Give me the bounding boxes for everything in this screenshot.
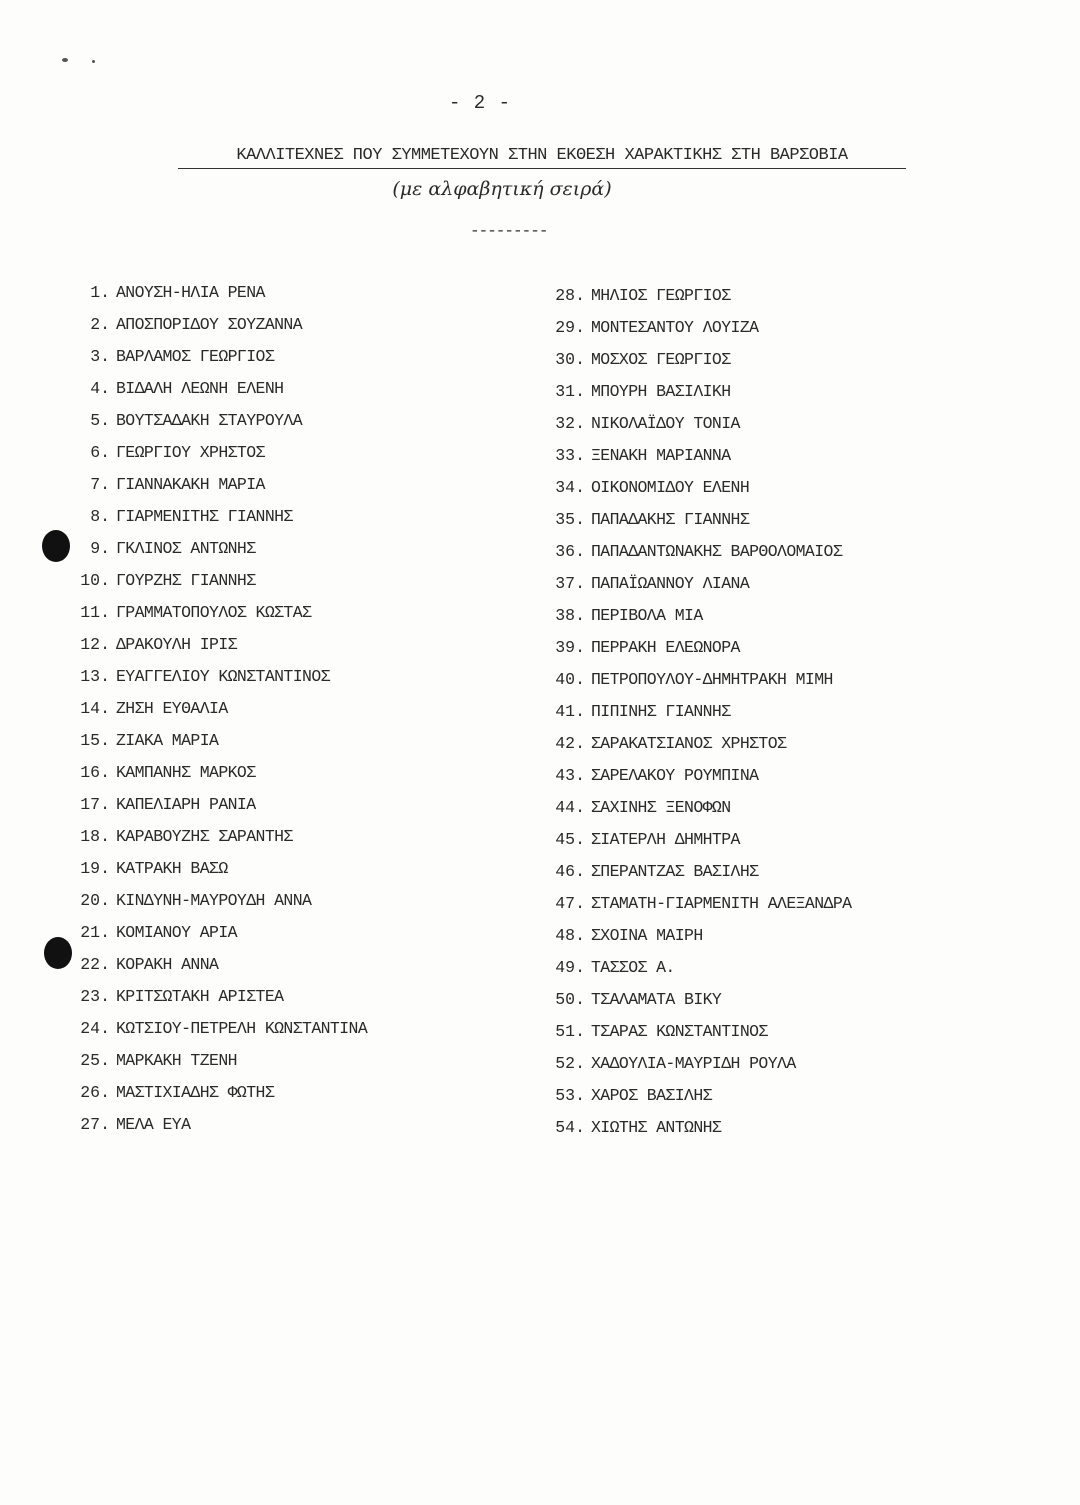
artist-name: ΚΟΜΙΑΝΟΥ ΑΡΙΑ [116,923,237,942]
artist-name: ΜΟΝΤΕΣΑΝΤΟΥ ΛΟΥΙΖΑ [591,318,759,337]
entry-number: 26. [80,1083,110,1102]
entry-number: 20. [80,891,110,910]
artist-name: ΓΙΑΡΜΕΝΙΤΗΣ ΓΙΑΝΝΗΣ [116,507,293,526]
entry-number: 53. [555,1086,585,1105]
artist-list-left [60,281,367,1145]
artist-entry [60,953,367,985]
artist-name: ΕΥΑΓΓΕΛΙΟΥ ΚΩΝΣΤΑΝΤΙΝΟΣ [116,667,330,686]
entry-number: 13. [80,667,110,686]
artist-name: ΔΡΑΚΟΥΛΗ ΙΡΙΣ [116,635,237,654]
entry-number: 35. [555,510,585,529]
artist-entry [535,412,851,444]
artist-entry [60,665,367,697]
artist-entry [535,924,851,956]
artist-name: ΚΙΝΔΥΝΗ-ΜΑΥΡΟΥΔΗ ΑΝΝΑ [116,891,312,910]
artist-name: ΓΚΛΙΝΟΣ ΑΝΤΩΝΗΣ [116,539,256,558]
entry-number: 11. [80,603,110,622]
entry-number: 24. [80,1019,110,1038]
artist-entry [535,444,851,476]
artist-entry [60,761,367,793]
artist-name: ΑΠΟΣΠΟΡΙΔΟΥ ΣΟΥΖΑΝΝΑ [116,315,303,334]
artist-entry [535,348,851,380]
artist-name: ΠΕΡΙΒΟΛΑ ΜΙΑ [591,606,703,625]
entry-number: 17. [80,795,110,814]
artist-entry [60,569,367,601]
artist-entry [535,1116,851,1148]
entry-number: 3. [90,347,110,366]
artist-name: ΜΗΛΙΟΣ ΓΕΩΡΓΙΟΣ [591,286,731,305]
entry-number: 42. [555,734,585,753]
artist-name: ΑΝΟΥΣΗ-ΗΛΙΑ ΡΕΝΑ [116,283,265,302]
artist-entry [60,697,367,729]
artist-entry [535,668,851,700]
artist-name: ΠΙΠΙΝΗΣ ΓΙΑΝΝΗΣ [591,702,731,721]
artist-name: ΟΙΚΟΝΟΜΙΔΟΥ ΕΛΕΝΗ [591,478,750,497]
entry-number: 22. [80,955,110,974]
artist-entry [535,764,851,796]
artist-entry [60,601,367,633]
artist-name: ΒΙΔΑΛΗ ΛΕΩΝΗ ΕΛΕΝΗ [116,379,284,398]
entry-number: 8. [90,507,110,526]
entry-number: 30. [555,350,585,369]
artist-name: ΠΑΠΑΔΑΚΗΣ ΓΙΑΝΝΗΣ [591,510,750,529]
artist-name: ΣΤΑΜΑΤΗ-ΓΙΑΡΜΕΝΙΤΗ ΑΛΕΞΑΝΔΡΑ [591,894,852,913]
artist-entry [60,633,367,665]
artist-entry [60,409,367,441]
artist-entry [535,572,851,604]
artist-entry [60,729,367,761]
artist-name: ΚΡΙΤΣΩΤΑΚΗ ΑΡΙΣΤΕΑ [116,987,284,1006]
artist-name: ΓΕΩΡΓΙΟΥ ΧΡΗΣΤΟΣ [116,443,265,462]
artist-entry [60,1017,367,1049]
entry-number: 4. [90,379,110,398]
entry-number: 28. [555,286,585,305]
artist-entry [535,1020,851,1052]
artist-entry [535,1084,851,1116]
artist-entry [535,892,851,924]
entry-number: 27. [80,1115,110,1134]
entry-number: 5. [90,411,110,430]
artist-name: ΣΙΑΤΕΡΛΗ ΔΗΜΗΤΡΑ [591,830,740,849]
artist-entry [60,313,367,345]
artist-entry [60,1113,367,1145]
artist-entry [535,796,851,828]
artist-entry [535,380,851,412]
entry-number: 38. [555,606,585,625]
punch-hole [42,530,70,562]
entry-number: 29. [555,318,585,337]
entry-number: 9. [90,539,110,558]
paper-speck [92,60,95,63]
artist-name: ΣΑΡΑΚΑΤΣΙΑΝΟΣ ΧΡΗΣΤΟΣ [591,734,787,753]
entry-number: 48. [555,926,585,945]
artist-name: ΚΩΤΣΙΟΥ-ΠΕΤΡΕΛΗ ΚΩΝΣΤΑΝΤΙΝΑ [116,1019,368,1038]
entry-number: 36. [555,542,585,561]
artist-entry [60,793,367,825]
artist-name: ΠΕΤΡΟΠΟΥΛΟΥ-ΔΗΜΗΤΡΑΚΗ ΜΙΜΗ [591,670,833,689]
entry-number: 7. [90,475,110,494]
entry-number: 6. [90,443,110,462]
entry-number: 52. [555,1054,585,1073]
entry-number: 43. [555,766,585,785]
entry-number: 23. [80,987,110,1006]
entry-number: 34. [555,478,585,497]
entry-number: 44. [555,798,585,817]
artist-entry [535,828,851,860]
artist-name: ΓΟΥΡΖΗΣ ΓΙΑΝΝΗΣ [116,571,256,590]
artist-entry [535,604,851,636]
artist-entry [535,540,851,572]
artist-entry [60,345,367,377]
entry-number: 41. [555,702,585,721]
entry-number: 33. [555,446,585,465]
entry-number: 47. [555,894,585,913]
artist-name: ΚΟΡΑΚΗ ΑΝΝΑ [116,955,219,974]
artist-name: ΧΙΩΤΗΣ ΑΝΤΩΝΗΣ [591,1118,722,1137]
artist-entry [60,1049,367,1081]
entry-number: 32. [555,414,585,433]
artist-entry [60,505,367,537]
document-subtitle: (με αλφαβητική σειρά) [392,178,612,200]
artist-entry [535,956,851,988]
artist-entry [535,284,851,316]
artist-name: ΜΑΣΤΙΧΙΑΔΗΣ ΦΩΤΗΣ [116,1083,275,1102]
entry-number: 19. [80,859,110,878]
artist-name: ΣΧΟΙΝΑ ΜΑΙΡΗ [591,926,703,945]
artist-name: ΠΕΡΡΑΚΗ ΕΛΕΩΝΟΡΑ [591,638,740,657]
entry-number: 37. [555,574,585,593]
entry-number: 31. [555,382,585,401]
artist-entry [60,377,367,409]
punch-hole [44,937,72,969]
artist-entry [535,508,851,540]
artist-name: ΤΣΑΡΑΣ ΚΩΝΣΤΑΝΤΙΝΟΣ [591,1022,768,1041]
artist-name: ΚΑΤΡΑΚΗ ΒΑΣΩ [116,859,228,878]
artist-name: ΠΑΠΑΪΩΑΝΝΟΥ ΛΙΑΝΑ [591,574,750,593]
artist-entry [60,473,367,505]
artist-name: ΚΑΠΕΛΙΑΡΗ ΡΑΝΙΑ [116,795,256,814]
entry-number: 2. [90,315,110,334]
entry-number: 39. [555,638,585,657]
artist-name: ΚΑΡΑΒΟΥΖΗΣ ΣΑΡΑΝΤΗΣ [116,827,293,846]
entry-number: 15. [80,731,110,750]
artist-entry [535,316,851,348]
artist-entry [60,921,367,953]
artist-entry [535,1052,851,1084]
entry-number: 10. [80,571,110,590]
artist-name: ΖΗΣΗ ΕΥΘΑΛΙΑ [116,699,228,718]
artist-name: ΖΙΑΚΑ ΜΑΡΙΑ [116,731,219,750]
entry-number: 51. [555,1022,585,1041]
artist-name: ΣΑΧΙΝΗΣ ΞΕΝΟΦΩΝ [591,798,731,817]
artist-name: ΤΑΣΣΟΣ Α. [591,958,675,977]
document-title: ΚΑΛΛΙΤΕΧΝΕΣ ΠΟΥ ΣΥΜΜΕΤΕΧΟΥΝ ΣΤΗΝ ΕΚΘΕΣΗ ΧΑΡΑΚΤΙΚΗΣ ΣΤΗ ΒΑΡΣΟΒΙΑ [178,146,906,169]
artist-name: ΤΣΑΛΑΜΑΤΑ ΒΙΚΥ [591,990,722,1009]
artist-entry [60,985,367,1017]
artist-name: ΠΑΠΑΔΑΝΤΩΝΑΚΗΣ ΒΑΡΘΟΛΟΜΑΙΟΣ [591,542,843,561]
artist-name: ΓΙΑΝΝΑΚΑΚΗ ΜΑΡΙΑ [116,475,265,494]
artist-name: ΜΠΟΥΡΗ ΒΑΣΙΛΙΚΗ [591,382,731,401]
artist-name: ΜΟΣΧΟΣ ΓΕΩΡΓΙΟΣ [591,350,731,369]
artist-name: ΧΑΔΟΥΛΙΑ-ΜΑΥΡΙΔΗ ΡΟΥΛΑ [591,1054,796,1073]
entry-number: 49. [555,958,585,977]
separator-line: --------- [470,222,548,240]
artist-name: ΧΑΡΟΣ ΒΑΣΙΛΗΣ [591,1086,712,1105]
entry-number: 50. [555,990,585,1009]
artist-entry [60,857,367,889]
artist-name: ΚΑΜΠΑΝΗΣ ΜΑΡΚΟΣ [116,763,256,782]
entry-number: 54. [555,1118,585,1137]
artist-name: ΜΕΛΑ ΕΥΑ [116,1115,191,1134]
artist-entry [535,476,851,508]
artist-entry [60,889,367,921]
artist-name: ΣΑΡΕΛΑΚΟΥ ΡΟΥΜΠΙΝΑ [591,766,759,785]
artist-entry [535,732,851,764]
entry-number: 16. [80,763,110,782]
artist-name: ΝΙΚΟΛΑΪΔΟΥ ΤΟΝΙΑ [591,414,740,433]
artist-entry [60,1081,367,1113]
artist-entry [60,825,367,857]
artist-entry [60,441,367,473]
artist-list-right [535,284,851,1148]
artist-name: ΒΑΡΛΑΜΟΣ ΓΕΩΡΓΙΟΣ [116,347,275,366]
artist-name: ΣΠΕΡΑΝΤΖΑΣ ΒΑΣΙΛΗΣ [591,862,759,881]
artist-name: ΒΟΥΤΣΑΔΑΚΗ ΣΤΑΥΡΟΥΛΑ [116,411,303,430]
page-number: - 2 - [448,92,511,114]
entry-number: 46. [555,862,585,881]
artist-entry [535,700,851,732]
entry-number: 25. [80,1051,110,1070]
entry-number: 40. [555,670,585,689]
entry-number: 45. [555,830,585,849]
paper-speck [62,58,68,62]
entry-number: 12. [80,635,110,654]
entry-number: 21. [80,923,110,942]
entry-number: 1. [90,283,110,302]
artist-name: ΓΡΑΜΜΑΤΟΠΟΥΛΟΣ ΚΩΣΤΑΣ [116,603,312,622]
entry-number: 18. [80,827,110,846]
artist-name: ΜΑΡΚΑΚΗ ΤΖΕΝΗ [116,1051,237,1070]
artist-entry [535,860,851,892]
entry-number: 14. [80,699,110,718]
artist-entry [535,636,851,668]
artist-entry [535,988,851,1020]
artist-name: ΞΕΝΑΚΗ ΜΑΡΙΑΝΝΑ [591,446,731,465]
artist-entry [60,281,367,313]
artist-entry [60,537,367,569]
